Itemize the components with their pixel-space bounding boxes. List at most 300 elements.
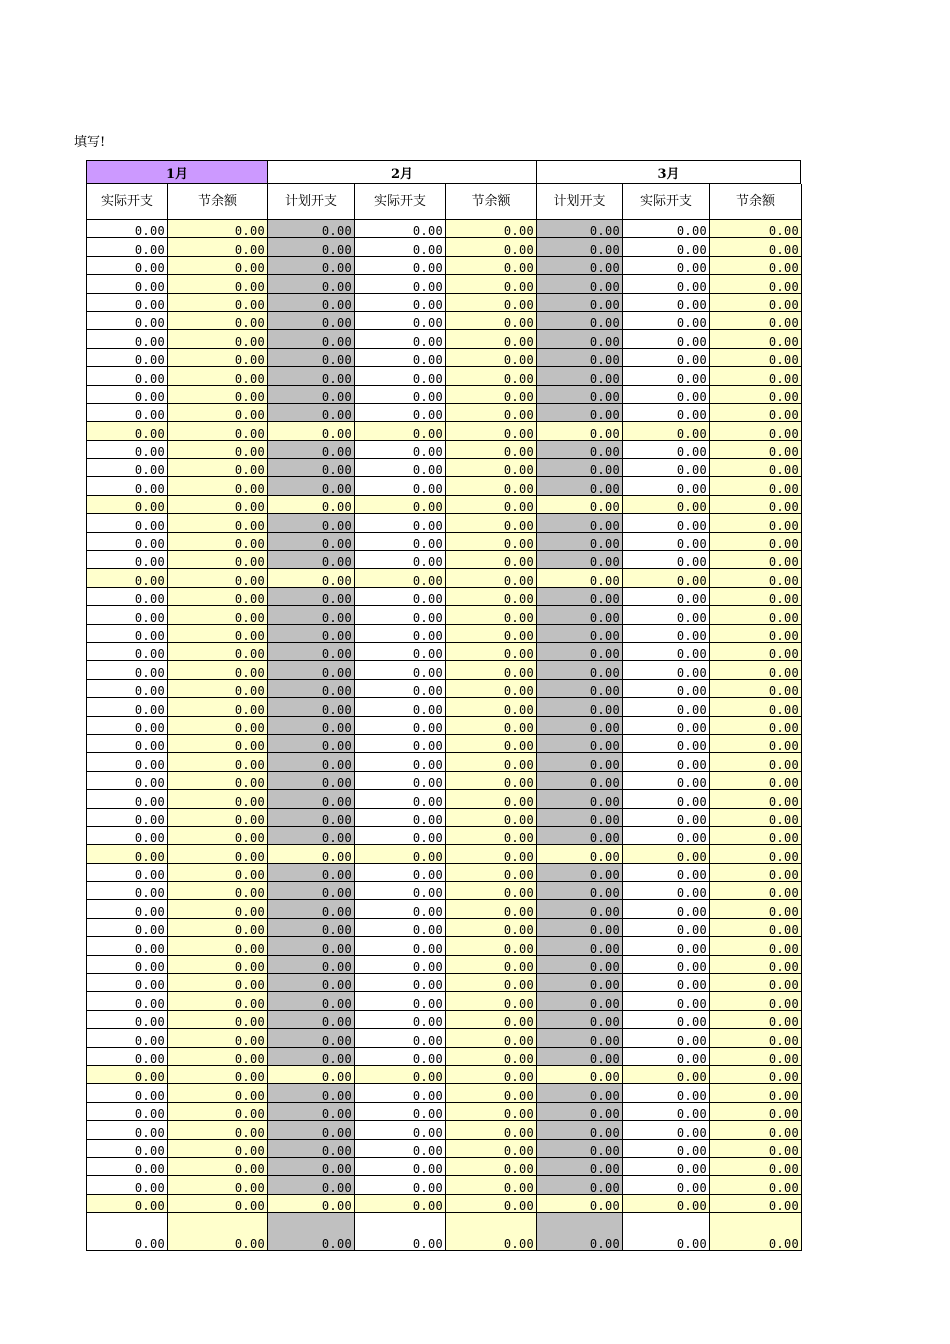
cell-balance-3[interactable]: 0.00	[710, 790, 802, 808]
cell-plan-3[interactable]: 0.00	[537, 1140, 623, 1158]
cell-plan-2[interactable]: 0.00	[268, 404, 355, 422]
cell-balance-2[interactable]: 0.00	[446, 1066, 537, 1084]
cell-balance-2[interactable]: 0.00	[446, 1140, 537, 1158]
cell-plan-2[interactable]: 0.00	[268, 1048, 355, 1066]
cell-actual-2[interactable]: 0.00	[355, 386, 446, 404]
cell-actual-2[interactable]: 0.00	[355, 514, 446, 532]
cell-plan-2[interactable]: 0.00	[268, 625, 355, 643]
cell-actual-3[interactable]: 0.00	[623, 919, 710, 937]
cell-actual-2[interactable]: 0.00	[355, 864, 446, 882]
cell-balance-3[interactable]: 0.00	[710, 257, 802, 275]
cell-balance-2[interactable]: 0.00	[446, 220, 537, 238]
cell-actual-1[interactable]: 0.00	[86, 422, 168, 440]
cell-balance-3[interactable]: 0.00	[710, 1048, 802, 1066]
cell-balance-3[interactable]: 0.00	[710, 882, 802, 900]
cell-balance-2[interactable]: 0.00	[446, 661, 537, 679]
cell-balance-2[interactable]: 0.00	[446, 625, 537, 643]
cell-actual-1[interactable]: 0.00	[86, 330, 168, 348]
cell-actual-2[interactable]: 0.00	[355, 809, 446, 827]
cell-plan-2[interactable]: 0.00	[268, 790, 355, 808]
cell-actual-2[interactable]: 0.00	[355, 1213, 446, 1251]
cell-plan-2[interactable]: 0.00	[268, 477, 355, 495]
cell-plan-2[interactable]: 0.00	[268, 1066, 355, 1084]
cell-actual-3[interactable]: 0.00	[623, 992, 710, 1010]
cell-actual-2[interactable]: 0.00	[355, 441, 446, 459]
cell-actual-2[interactable]: 0.00	[355, 680, 446, 698]
cell-balance-2[interactable]: 0.00	[446, 257, 537, 275]
cell-plan-3[interactable]: 0.00	[537, 900, 623, 918]
cell-balance-2[interactable]: 0.00	[446, 294, 537, 312]
cell-actual-1[interactable]: 0.00	[86, 680, 168, 698]
cell-actual-3[interactable]: 0.00	[623, 1103, 710, 1121]
cell-balance-1[interactable]: 0.00	[168, 1176, 268, 1194]
cell-plan-2[interactable]: 0.00	[268, 882, 355, 900]
cell-balance-1[interactable]: 0.00	[168, 1158, 268, 1176]
cell-balance-3[interactable]: 0.00	[710, 956, 802, 974]
cell-actual-2[interactable]: 0.00	[355, 238, 446, 256]
cell-actual-3[interactable]: 0.00	[623, 956, 710, 974]
cell-actual-2[interactable]: 0.00	[355, 422, 446, 440]
cell-balance-2[interactable]: 0.00	[446, 1084, 537, 1102]
cell-balance-2[interactable]: 0.00	[446, 330, 537, 348]
cell-actual-2[interactable]: 0.00	[355, 937, 446, 955]
cell-balance-2[interactable]: 0.00	[446, 238, 537, 256]
cell-plan-2[interactable]: 0.00	[268, 992, 355, 1010]
cell-actual-3[interactable]: 0.00	[623, 1195, 710, 1213]
cell-balance-3[interactable]: 0.00	[710, 496, 802, 514]
cell-actual-2[interactable]: 0.00	[355, 753, 446, 771]
cell-plan-2[interactable]: 0.00	[268, 717, 355, 735]
cell-balance-2[interactable]: 0.00	[446, 1158, 537, 1176]
cell-actual-2[interactable]: 0.00	[355, 772, 446, 790]
cell-balance-3[interactable]: 0.00	[710, 1084, 802, 1102]
cell-balance-3[interactable]: 0.00	[710, 753, 802, 771]
cell-plan-2[interactable]: 0.00	[268, 238, 355, 256]
cell-balance-2[interactable]: 0.00	[446, 441, 537, 459]
cell-plan-2[interactable]: 0.00	[268, 1121, 355, 1139]
cell-plan-2[interactable]: 0.00	[268, 588, 355, 606]
cell-plan-3[interactable]: 0.00	[537, 772, 623, 790]
cell-plan-2[interactable]: 0.00	[268, 441, 355, 459]
cell-actual-1[interactable]: 0.00	[86, 294, 168, 312]
cell-actual-3[interactable]: 0.00	[623, 753, 710, 771]
cell-balance-3[interactable]: 0.00	[710, 717, 802, 735]
cell-balance-1[interactable]: 0.00	[168, 643, 268, 661]
cell-balance-2[interactable]: 0.00	[446, 937, 537, 955]
cell-actual-1[interactable]: 0.00	[86, 643, 168, 661]
cell-balance-2[interactable]: 0.00	[446, 900, 537, 918]
cell-actual-1[interactable]: 0.00	[86, 937, 168, 955]
cell-plan-3[interactable]: 0.00	[537, 441, 623, 459]
cell-balance-2[interactable]: 0.00	[446, 974, 537, 992]
cell-balance-2[interactable]: 0.00	[446, 882, 537, 900]
cell-plan-3[interactable]: 0.00	[537, 661, 623, 679]
cell-balance-1[interactable]: 0.00	[168, 974, 268, 992]
cell-balance-1[interactable]: 0.00	[168, 1066, 268, 1084]
cell-actual-3[interactable]: 0.00	[623, 1176, 710, 1194]
cell-plan-3[interactable]: 0.00	[537, 606, 623, 624]
cell-actual-1[interactable]: 0.00	[86, 1048, 168, 1066]
cell-balance-2[interactable]: 0.00	[446, 1011, 537, 1029]
cell-plan-2[interactable]: 0.00	[268, 294, 355, 312]
cell-plan-2[interactable]: 0.00	[268, 643, 355, 661]
cell-actual-1[interactable]: 0.00	[86, 992, 168, 1010]
cell-balance-1[interactable]: 0.00	[168, 606, 268, 624]
cell-balance-1[interactable]: 0.00	[168, 422, 268, 440]
col-header-balance-2[interactable]: 节余额	[446, 184, 537, 220]
cell-balance-1[interactable]: 0.00	[168, 386, 268, 404]
cell-plan-2[interactable]: 0.00	[268, 1195, 355, 1213]
cell-balance-2[interactable]: 0.00	[446, 809, 537, 827]
cell-actual-1[interactable]: 0.00	[86, 1029, 168, 1047]
cell-balance-3[interactable]: 0.00	[710, 992, 802, 1010]
cell-balance-1[interactable]: 0.00	[168, 477, 268, 495]
cell-balance-2[interactable]: 0.00	[446, 956, 537, 974]
cell-actual-1[interactable]: 0.00	[86, 459, 168, 477]
cell-plan-2[interactable]: 0.00	[268, 1158, 355, 1176]
cell-plan-2[interactable]: 0.00	[268, 257, 355, 275]
cell-plan-3[interactable]: 0.00	[537, 753, 623, 771]
cell-plan-3[interactable]: 0.00	[537, 220, 623, 238]
cell-actual-3[interactable]: 0.00	[623, 1048, 710, 1066]
cell-balance-3[interactable]: 0.00	[710, 827, 802, 845]
cell-balance-2[interactable]: 0.00	[446, 496, 537, 514]
cell-plan-2[interactable]: 0.00	[268, 422, 355, 440]
cell-balance-2[interactable]: 0.00	[446, 735, 537, 753]
cell-actual-3[interactable]: 0.00	[623, 790, 710, 808]
cell-balance-3[interactable]: 0.00	[710, 937, 802, 955]
cell-actual-1[interactable]: 0.00	[86, 1103, 168, 1121]
month-2-header[interactable]: 2月	[268, 160, 537, 184]
cell-balance-1[interactable]: 0.00	[168, 735, 268, 753]
cell-balance-3[interactable]: 0.00	[710, 367, 802, 385]
cell-balance-2[interactable]: 0.00	[446, 1195, 537, 1213]
cell-balance-1[interactable]: 0.00	[168, 882, 268, 900]
cell-plan-2[interactable]: 0.00	[268, 1176, 355, 1194]
cell-actual-1[interactable]: 0.00	[86, 882, 168, 900]
cell-balance-1[interactable]: 0.00	[168, 1084, 268, 1102]
cell-actual-2[interactable]: 0.00	[355, 717, 446, 735]
cell-balance-3[interactable]: 0.00	[710, 900, 802, 918]
cell-actual-3[interactable]: 0.00	[623, 1084, 710, 1102]
cell-balance-2[interactable]: 0.00	[446, 717, 537, 735]
cell-actual-3[interactable]: 0.00	[623, 588, 710, 606]
cell-balance-1[interactable]: 0.00	[168, 992, 268, 1010]
cell-actual-1[interactable]: 0.00	[86, 809, 168, 827]
cell-balance-1[interactable]: 0.00	[168, 569, 268, 587]
cell-actual-2[interactable]: 0.00	[355, 1066, 446, 1084]
cell-plan-2[interactable]: 0.00	[268, 1084, 355, 1102]
cell-balance-2[interactable]: 0.00	[446, 312, 537, 330]
cell-plan-3[interactable]: 0.00	[537, 1084, 623, 1102]
cell-actual-2[interactable]: 0.00	[355, 459, 446, 477]
cell-actual-2[interactable]: 0.00	[355, 956, 446, 974]
cell-balance-1[interactable]: 0.00	[168, 257, 268, 275]
cell-plan-3[interactable]: 0.00	[537, 238, 623, 256]
cell-actual-3[interactable]: 0.00	[623, 680, 710, 698]
cell-actual-2[interactable]: 0.00	[355, 643, 446, 661]
cell-balance-3[interactable]: 0.00	[710, 551, 802, 569]
cell-actual-2[interactable]: 0.00	[355, 790, 446, 808]
cell-plan-3[interactable]: 0.00	[537, 790, 623, 808]
cell-actual-2[interactable]: 0.00	[355, 551, 446, 569]
cell-actual-2[interactable]: 0.00	[355, 1029, 446, 1047]
cell-actual-3[interactable]: 0.00	[623, 661, 710, 679]
cell-actual-1[interactable]: 0.00	[86, 1158, 168, 1176]
cell-actual-1[interactable]: 0.00	[86, 1011, 168, 1029]
cell-actual-1[interactable]: 0.00	[86, 367, 168, 385]
cell-actual-1[interactable]: 0.00	[86, 717, 168, 735]
cell-plan-2[interactable]: 0.00	[268, 661, 355, 679]
cell-plan-3[interactable]: 0.00	[537, 974, 623, 992]
cell-balance-2[interactable]: 0.00	[446, 1103, 537, 1121]
cell-actual-2[interactable]: 0.00	[355, 1103, 446, 1121]
cell-plan-3[interactable]: 0.00	[537, 680, 623, 698]
cell-actual-3[interactable]: 0.00	[623, 845, 710, 863]
cell-actual-1[interactable]: 0.00	[86, 772, 168, 790]
cell-plan-3[interactable]: 0.00	[537, 459, 623, 477]
cell-actual-1[interactable]: 0.00	[86, 1140, 168, 1158]
cell-plan-3[interactable]: 0.00	[537, 386, 623, 404]
cell-actual-3[interactable]: 0.00	[623, 1213, 710, 1251]
cell-balance-1[interactable]: 0.00	[168, 441, 268, 459]
cell-balance-1[interactable]: 0.00	[168, 1140, 268, 1158]
cell-balance-3[interactable]: 0.00	[710, 533, 802, 551]
cell-balance-2[interactable]: 0.00	[446, 459, 537, 477]
col-header-plan-2[interactable]: 计划开支	[268, 184, 355, 220]
cell-balance-3[interactable]: 0.00	[710, 680, 802, 698]
cell-actual-3[interactable]: 0.00	[623, 477, 710, 495]
cell-actual-3[interactable]: 0.00	[623, 1158, 710, 1176]
cell-actual-3[interactable]: 0.00	[623, 937, 710, 955]
cell-actual-2[interactable]: 0.00	[355, 827, 446, 845]
cell-balance-1[interactable]: 0.00	[168, 937, 268, 955]
cell-balance-3[interactable]: 0.00	[710, 625, 802, 643]
cell-plan-3[interactable]: 0.00	[537, 1048, 623, 1066]
cell-actual-3[interactable]: 0.00	[623, 625, 710, 643]
col-header-actual-2[interactable]: 实际开支	[355, 184, 446, 220]
cell-plan-2[interactable]: 0.00	[268, 809, 355, 827]
cell-balance-2[interactable]: 0.00	[446, 753, 537, 771]
cell-actual-3[interactable]: 0.00	[623, 349, 710, 367]
cell-actual-3[interactable]: 0.00	[623, 1140, 710, 1158]
cell-actual-1[interactable]: 0.00	[86, 588, 168, 606]
cell-plan-2[interactable]: 0.00	[268, 680, 355, 698]
cell-actual-1[interactable]: 0.00	[86, 606, 168, 624]
cell-actual-3[interactable]: 0.00	[623, 367, 710, 385]
cell-plan-3[interactable]: 0.00	[537, 625, 623, 643]
cell-actual-3[interactable]: 0.00	[623, 1066, 710, 1084]
cell-actual-1[interactable]: 0.00	[86, 698, 168, 716]
cell-plan-3[interactable]: 0.00	[537, 1066, 623, 1084]
cell-plan-2[interactable]: 0.00	[268, 1011, 355, 1029]
cell-plan-3[interactable]: 0.00	[537, 735, 623, 753]
cell-balance-3[interactable]: 0.00	[710, 294, 802, 312]
month-1-header[interactable]: 1月	[86, 160, 268, 184]
cell-balance-2[interactable]: 0.00	[446, 606, 537, 624]
cell-plan-3[interactable]: 0.00	[537, 404, 623, 422]
cell-balance-3[interactable]: 0.00	[710, 1195, 802, 1213]
cell-actual-1[interactable]: 0.00	[86, 900, 168, 918]
cell-actual-1[interactable]: 0.00	[86, 790, 168, 808]
cell-actual-2[interactable]: 0.00	[355, 1195, 446, 1213]
cell-balance-2[interactable]: 0.00	[446, 386, 537, 404]
cell-plan-2[interactable]: 0.00	[268, 827, 355, 845]
cell-balance-1[interactable]: 0.00	[168, 404, 268, 422]
cell-actual-1[interactable]: 0.00	[86, 220, 168, 238]
cell-actual-2[interactable]: 0.00	[355, 919, 446, 937]
cell-balance-3[interactable]: 0.00	[710, 1121, 802, 1139]
cell-balance-3[interactable]: 0.00	[710, 441, 802, 459]
cell-actual-1[interactable]: 0.00	[86, 386, 168, 404]
cell-plan-3[interactable]: 0.00	[537, 330, 623, 348]
cell-actual-3[interactable]: 0.00	[623, 275, 710, 293]
cell-actual-3[interactable]: 0.00	[623, 1011, 710, 1029]
cell-plan-2[interactable]: 0.00	[268, 753, 355, 771]
cell-actual-1[interactable]: 0.00	[86, 661, 168, 679]
cell-balance-1[interactable]: 0.00	[168, 753, 268, 771]
cell-balance-2[interactable]: 0.00	[446, 772, 537, 790]
month-3-header[interactable]: 3月	[537, 160, 801, 184]
cell-plan-3[interactable]: 0.00	[537, 294, 623, 312]
cell-actual-3[interactable]: 0.00	[623, 864, 710, 882]
cell-plan-3[interactable]: 0.00	[537, 1103, 623, 1121]
cell-balance-2[interactable]: 0.00	[446, 551, 537, 569]
cell-plan-3[interactable]: 0.00	[537, 919, 623, 937]
cell-balance-1[interactable]: 0.00	[168, 790, 268, 808]
cell-actual-3[interactable]: 0.00	[623, 698, 710, 716]
cell-balance-3[interactable]: 0.00	[710, 569, 802, 587]
cell-actual-3[interactable]: 0.00	[623, 330, 710, 348]
cell-balance-3[interactable]: 0.00	[710, 1176, 802, 1194]
cell-balance-2[interactable]: 0.00	[446, 643, 537, 661]
cell-plan-3[interactable]: 0.00	[537, 514, 623, 532]
cell-balance-3[interactable]: 0.00	[710, 606, 802, 624]
cell-actual-1[interactable]: 0.00	[86, 496, 168, 514]
cell-balance-3[interactable]: 0.00	[710, 864, 802, 882]
cell-actual-2[interactable]: 0.00	[355, 275, 446, 293]
cell-actual-1[interactable]: 0.00	[86, 919, 168, 937]
cell-plan-3[interactable]: 0.00	[537, 809, 623, 827]
cell-balance-3[interactable]: 0.00	[710, 735, 802, 753]
cell-balance-2[interactable]: 0.00	[446, 1213, 537, 1251]
cell-balance-3[interactable]: 0.00	[710, 845, 802, 863]
cell-balance-3[interactable]: 0.00	[710, 422, 802, 440]
cell-balance-2[interactable]: 0.00	[446, 422, 537, 440]
cell-actual-2[interactable]: 0.00	[355, 496, 446, 514]
cell-actual-1[interactable]: 0.00	[86, 845, 168, 863]
cell-actual-1[interactable]: 0.00	[86, 974, 168, 992]
cell-balance-3[interactable]: 0.00	[710, 220, 802, 238]
cell-actual-2[interactable]: 0.00	[355, 533, 446, 551]
cell-actual-2[interactable]: 0.00	[355, 312, 446, 330]
cell-balance-2[interactable]: 0.00	[446, 680, 537, 698]
cell-actual-1[interactable]: 0.00	[86, 753, 168, 771]
cell-balance-1[interactable]: 0.00	[168, 919, 268, 937]
cell-actual-2[interactable]: 0.00	[355, 1140, 446, 1158]
cell-actual-3[interactable]: 0.00	[623, 1029, 710, 1047]
cell-balance-3[interactable]: 0.00	[710, 275, 802, 293]
cell-actual-2[interactable]: 0.00	[355, 569, 446, 587]
cell-balance-3[interactable]: 0.00	[710, 459, 802, 477]
cell-balance-1[interactable]: 0.00	[168, 827, 268, 845]
cell-actual-3[interactable]: 0.00	[623, 238, 710, 256]
cell-balance-1[interactable]: 0.00	[168, 1029, 268, 1047]
cell-actual-2[interactable]: 0.00	[355, 661, 446, 679]
cell-actual-1[interactable]: 0.00	[86, 349, 168, 367]
cell-balance-1[interactable]: 0.00	[168, 772, 268, 790]
cell-actual-1[interactable]: 0.00	[86, 257, 168, 275]
cell-actual-1[interactable]: 0.00	[86, 864, 168, 882]
cell-balance-2[interactable]: 0.00	[446, 698, 537, 716]
cell-balance-1[interactable]: 0.00	[168, 1213, 268, 1251]
cell-plan-3[interactable]: 0.00	[537, 422, 623, 440]
cell-actual-1[interactable]: 0.00	[86, 1195, 168, 1213]
cell-balance-2[interactable]: 0.00	[446, 404, 537, 422]
cell-balance-3[interactable]: 0.00	[710, 661, 802, 679]
cell-plan-2[interactable]: 0.00	[268, 349, 355, 367]
cell-actual-1[interactable]: 0.00	[86, 1176, 168, 1194]
cell-balance-2[interactable]: 0.00	[446, 1029, 537, 1047]
cell-plan-3[interactable]: 0.00	[537, 845, 623, 863]
cell-balance-1[interactable]: 0.00	[168, 496, 268, 514]
cell-plan-3[interactable]: 0.00	[537, 827, 623, 845]
cell-actual-3[interactable]: 0.00	[623, 551, 710, 569]
cell-actual-2[interactable]: 0.00	[355, 900, 446, 918]
cell-balance-1[interactable]: 0.00	[168, 1103, 268, 1121]
cell-balance-2[interactable]: 0.00	[446, 1048, 537, 1066]
cell-plan-3[interactable]: 0.00	[537, 698, 623, 716]
cell-actual-3[interactable]: 0.00	[623, 809, 710, 827]
cell-plan-3[interactable]: 0.00	[537, 569, 623, 587]
cell-actual-3[interactable]: 0.00	[623, 441, 710, 459]
cell-balance-2[interactable]: 0.00	[446, 790, 537, 808]
cell-balance-3[interactable]: 0.00	[710, 698, 802, 716]
cell-plan-2[interactable]: 0.00	[268, 1213, 355, 1251]
cell-balance-3[interactable]: 0.00	[710, 312, 802, 330]
cell-balance-1[interactable]: 0.00	[168, 661, 268, 679]
cell-plan-2[interactable]: 0.00	[268, 569, 355, 587]
cell-actual-1[interactable]: 0.00	[86, 441, 168, 459]
cell-balance-3[interactable]: 0.00	[710, 349, 802, 367]
cell-plan-2[interactable]: 0.00	[268, 845, 355, 863]
cell-actual-2[interactable]: 0.00	[355, 735, 446, 753]
cell-balance-2[interactable]: 0.00	[446, 864, 537, 882]
cell-plan-2[interactable]: 0.00	[268, 698, 355, 716]
cell-balance-1[interactable]: 0.00	[168, 1011, 268, 1029]
cell-actual-1[interactable]: 0.00	[86, 956, 168, 974]
cell-actual-2[interactable]: 0.00	[355, 220, 446, 238]
cell-balance-2[interactable]: 0.00	[446, 367, 537, 385]
cell-plan-3[interactable]: 0.00	[537, 1213, 623, 1251]
cell-actual-1[interactable]: 0.00	[86, 1213, 168, 1251]
cell-balance-1[interactable]: 0.00	[168, 275, 268, 293]
cell-actual-2[interactable]: 0.00	[355, 1084, 446, 1102]
cell-actual-3[interactable]: 0.00	[623, 422, 710, 440]
cell-plan-2[interactable]: 0.00	[268, 937, 355, 955]
cell-plan-2[interactable]: 0.00	[268, 1140, 355, 1158]
cell-plan-3[interactable]: 0.00	[537, 367, 623, 385]
cell-actual-2[interactable]: 0.00	[355, 1176, 446, 1194]
cell-plan-3[interactable]: 0.00	[537, 1158, 623, 1176]
cell-balance-1[interactable]: 0.00	[168, 864, 268, 882]
cell-balance-3[interactable]: 0.00	[710, 772, 802, 790]
cell-actual-1[interactable]: 0.00	[86, 1066, 168, 1084]
cell-plan-2[interactable]: 0.00	[268, 367, 355, 385]
col-header-balance-3[interactable]: 节余额	[710, 184, 802, 220]
cell-plan-3[interactable]: 0.00	[537, 551, 623, 569]
cell-actual-2[interactable]: 0.00	[355, 698, 446, 716]
